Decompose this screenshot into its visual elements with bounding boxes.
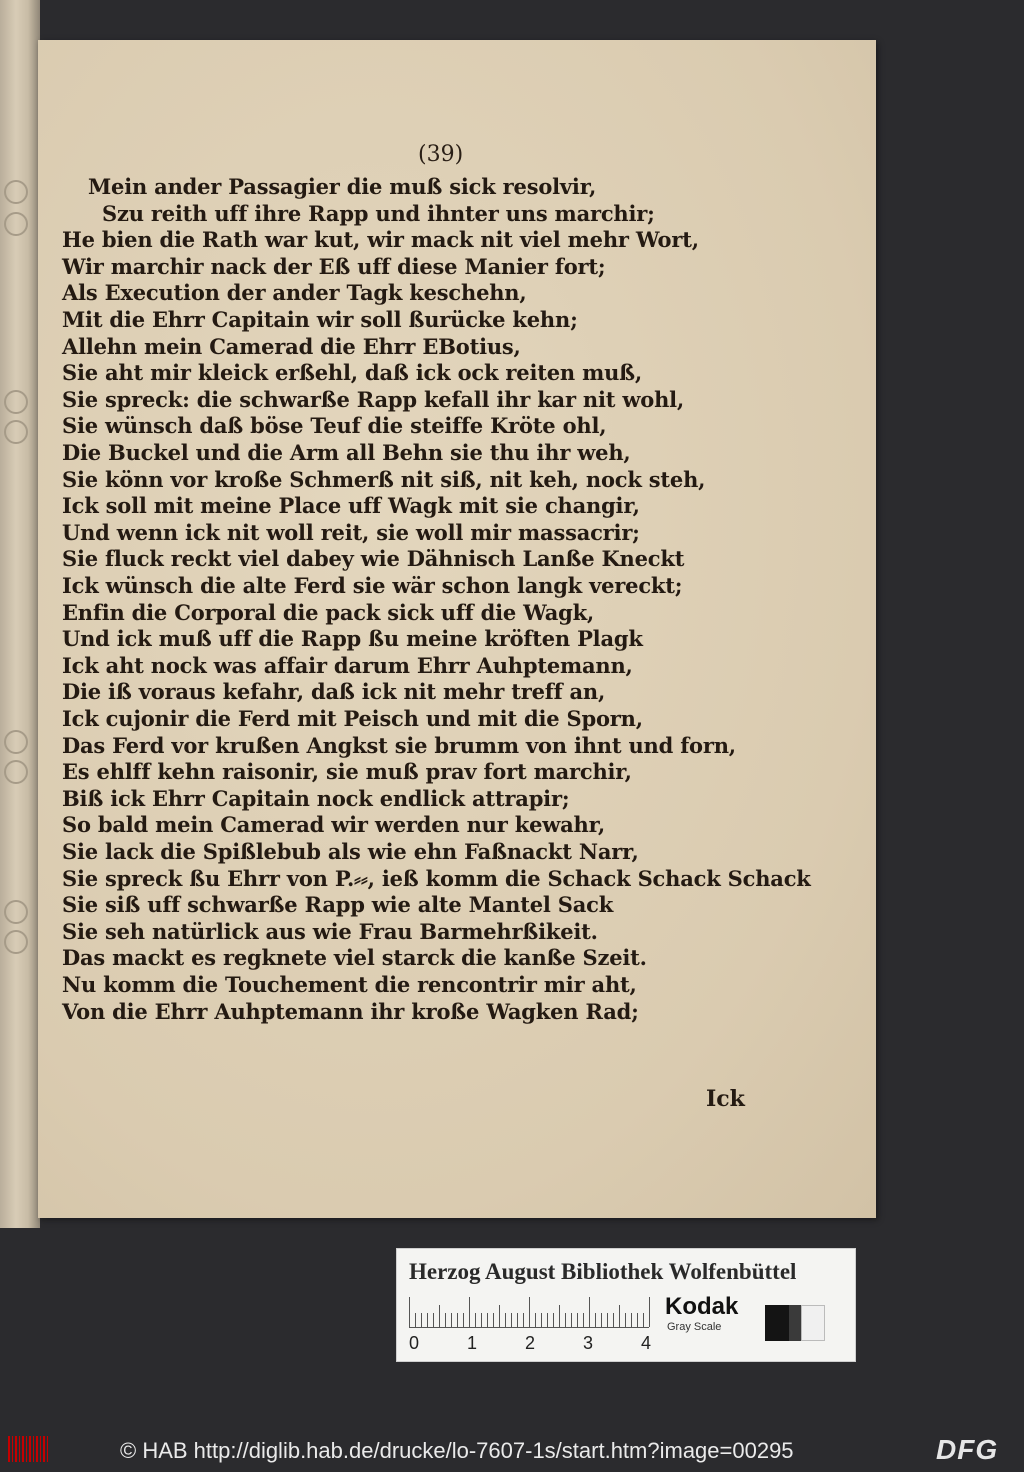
verse-line: Ick wünsch die alte Ferd sie wär schon langk vereckt; [62,573,683,598]
ruler-tick [625,1313,626,1327]
ruler-tick [577,1313,578,1327]
ruler-tick [511,1313,512,1327]
ruler-tick [643,1313,644,1327]
ruler-tick [631,1313,632,1327]
ruler-number: 0 [409,1333,420,1353]
ruler-tick [499,1305,500,1327]
verse-line: Enfin die Corporal die pack sick uff die Wagk, [62,599,595,625]
page-number: (39) [418,142,464,167]
verse-line: Die iß voraus kefahr, daß ick nit mehr treff an, [62,679,606,705]
ruler-tick [571,1313,572,1327]
ruler-tick [619,1305,620,1327]
verse-line: Wir marchir nack der Eß uff diese Manier fort; [62,253,606,279]
book-edge [0,0,40,1228]
verse-line: Sie spreck: die schwarße Rapp kefall ihr kar nit wohl, [62,386,685,412]
catchword: Ick [706,1086,745,1112]
ruler [409,1297,649,1328]
ruler-tick [601,1313,602,1327]
verse-line: Biß ick Ehrr Capitain nock endlick attrapir; [62,785,570,811]
ruler-numbers [405,1333,665,1355]
edge-mark [4,760,28,784]
scale-card [396,1248,856,1362]
ruler-tick [613,1313,614,1327]
edge-mark [4,900,28,924]
ruler-tick [475,1313,476,1327]
verse-line: Mein ander Passagier die muß sick resolvir, [88,174,597,199]
edge-mark [4,212,28,236]
ruler-tick [559,1305,560,1327]
ruler-tick [649,1297,650,1327]
verse-line: Es ehlff kehn raisonir, sie muß prav fort marchir, [62,759,632,785]
ruler-tick [439,1305,440,1327]
verse-line: Als Execution der ander Tagk keschehn, [62,280,527,306]
verse-line: Sie siß uff schwarße Rapp wie alte Mantel Sack [62,892,614,918]
edge-mark [4,730,28,754]
verse-line: Mit die Ehrr Capitain wir soll ßurücke kehn; [62,307,578,332]
verse-line: Ick cujonir die Ferd mit Peisch und mit die Sporn, [62,706,643,731]
verse-line: Das mackt es regknete viel starck die kanße Szeit. [62,945,647,971]
ruler-number: 4 [641,1333,652,1353]
ruler-tick [553,1313,554,1327]
card-title: Herzog August Bibliothek Wolfenbüttel [409,1259,797,1284]
ruler-tick [547,1313,548,1327]
ruler-tick [493,1313,494,1327]
ruler-tick [433,1313,434,1327]
swatch-white [801,1305,825,1341]
verse-line: Sie lack die Spißlebub als wie ehn Faßnackt Narr, [62,839,639,864]
ruler-tick [469,1297,470,1327]
ruler-tick [505,1313,506,1327]
ruler-tick [427,1313,428,1327]
ruler-tick [415,1313,416,1327]
ruler-tick [523,1313,524,1327]
ruler-number: 3 [583,1333,594,1353]
swatch-dark [789,1305,801,1341]
gray-scale-label: Gray Scale [667,1321,722,1333]
ruler-tick [595,1313,596,1327]
ruler-tick [481,1313,482,1327]
verse-line: Das Ferd vor krußen Angkst sie brumm von ihnt und forn, [62,732,736,758]
verse-line: Ick aht nock was affair darum Ehrr Auhptemann, [62,652,633,678]
ruler-tick [541,1313,542,1327]
verse-line: Sie könn vor kroße Schmerß nit siß, nit keh, nock steh, [62,466,706,492]
verse-line: Sie seh natürlick aus wie Frau Barmehrßikeit. [62,918,598,944]
verse-line: Von die Ehrr Auhptemann ihr kroße Wagken Rad; [62,998,639,1024]
ruler-tick [565,1313,566,1327]
ruler-tick [535,1313,536,1327]
ruler-tick [409,1297,410,1327]
verse-line: Szu reith uff ihre Rapp und ihnter uns marchir; [102,200,655,226]
ruler-tick [487,1313,488,1327]
ruler-tick [421,1313,422,1327]
ruler-tick [589,1297,590,1327]
ruler-tick [637,1313,638,1327]
ruler-tick [457,1313,458,1327]
edge-mark [4,420,28,444]
verse-line: Sie fluck reckt viel dabey wie Dähnisch Lanße Kneckt [62,546,685,572]
verse-line: He bien die Rath war kut, wir mack nit viel mehr Wort, [62,227,699,253]
copyright-link[interactable]: © HAB http://diglib.hab.de/drucke/lo-7607-1s/start.htm?image=00295 [120,1438,794,1463]
ruler-number: 1 [467,1333,478,1353]
edge-mark [4,930,28,954]
book-page [38,40,876,1218]
swatch-black [765,1305,789,1341]
ruler-tick [517,1313,518,1327]
dfg-logo: DFG [936,1434,999,1465]
verse-line: So bald mein Camerad wir werden nur kewahr, [62,812,606,838]
verse-line: Sie wünsch daß böse Teuf die steiffe Kröte ohl, [62,413,607,439]
ruler-number: 2 [525,1333,536,1353]
ruler-tick [607,1313,608,1327]
ruler-tick [451,1313,452,1327]
ruler-tick [445,1313,446,1327]
verse-line: Und ick muß uff die Rapp ßu meine kröften Plagk [62,626,643,652]
verse-line: Allehn mein Camerad die Ehrr EBotius, [62,333,521,359]
verse-line: Und wenn ick nit woll reit, sie woll mir massacrir; [62,519,640,545]
footer [0,1428,1024,1472]
verse-line: Nu komm die Touchement die rencontrir mir aht, [62,972,637,997]
edge-mark [4,180,28,204]
verse-line: Sie aht mir kleick erßehl, daß ick ock reiten muß, [62,360,643,386]
ruler-tick [583,1313,584,1327]
kodak-logo: Kodak [665,1293,739,1320]
ruler-tick [463,1313,464,1327]
verse-line: Ick soll mit meine Place uff Wagk mit sie changir, [62,493,640,519]
ruler-tick [529,1297,530,1327]
edge-mark [4,390,28,414]
barcode-icon [8,1436,50,1462]
verse-line: Die Buckel und die Arm all Behn sie thu ihr weh, [62,440,631,465]
verse-line: Sie spreck ßu Ehrr von P.⸗⸗, ieß komm die Schack Schack Schack [62,865,811,891]
